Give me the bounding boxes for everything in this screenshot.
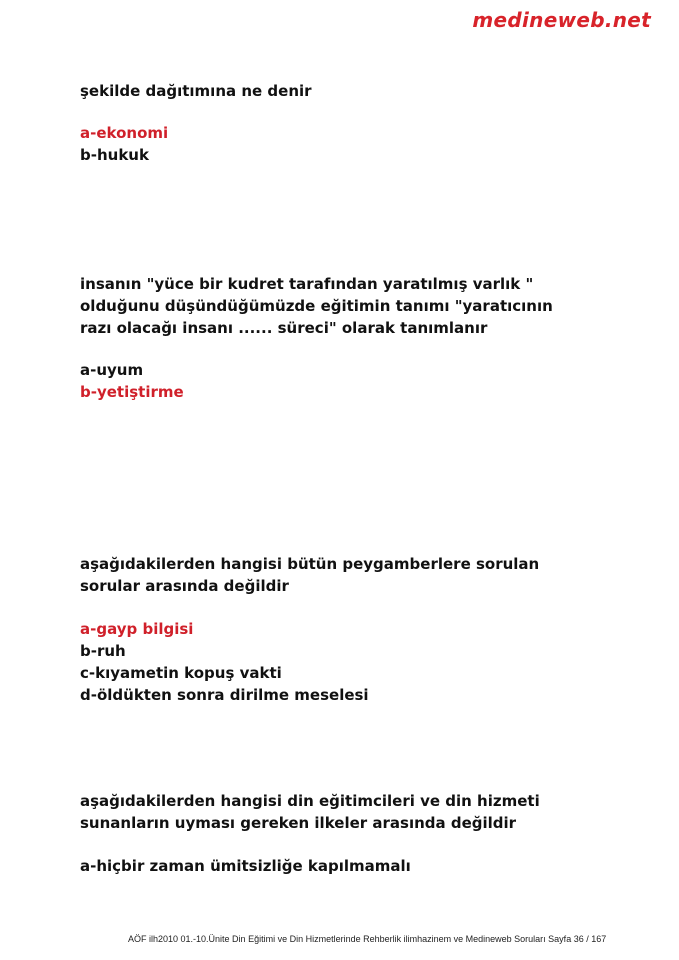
question-3-option-a-correct: a-gayp bilgisi (80, 620, 194, 638)
site-brand-logo: medineweb.net (472, 8, 651, 32)
page-footer: AÖF ilh2010 01.-10.Ünite Din Eğitimi ve Din Hizmetlerinde Rehberlik ilimhazinem ve Medineweb Soruları Sayfa 36 / 167 (128, 934, 607, 944)
question-4-option-a: a-hiçbir zaman ümitsizliğe kapılmamalı (80, 857, 411, 875)
question-2-line-3: razı olacağı insanı ...... süreci" olarak tanımlanır (80, 319, 488, 337)
question-3-line-1: aşağıdakilerden hangisi bütün peygamberlere sorulan (80, 555, 540, 573)
question-3-line-2: sorular arasında değildir (80, 577, 289, 595)
question-2-line-2: olduğunu düşündüğümüzde eğitimin tanımı "yaratıcının (80, 297, 553, 315)
question-1-option-b: b-hukuk (80, 146, 149, 164)
question-1-option-a-correct: a-ekonomi (80, 124, 169, 142)
question-4-line-1: aşağıdakilerden hangisi din eğitimcileri ve din hizmeti (80, 792, 540, 810)
question-3-option-c: c-kıyametin kopuş vakti (80, 664, 282, 682)
question-1-text: şekilde dağıtımına ne denir (80, 82, 312, 100)
question-2-option-b-correct: b-yetiştirme (80, 383, 184, 401)
question-3-option-b: b-ruh (80, 642, 126, 660)
question-4-line-2: sunanların uyması gereken ilkeler arasında değildir (80, 814, 517, 832)
question-3-option-d: d-öldükten sonra dirilme meselesi (80, 686, 369, 704)
question-2-line-1: insanın "yüce bir kudret tarafından yaratılmış varlık " (80, 275, 534, 293)
question-2-option-a: a-uyum (80, 361, 144, 379)
